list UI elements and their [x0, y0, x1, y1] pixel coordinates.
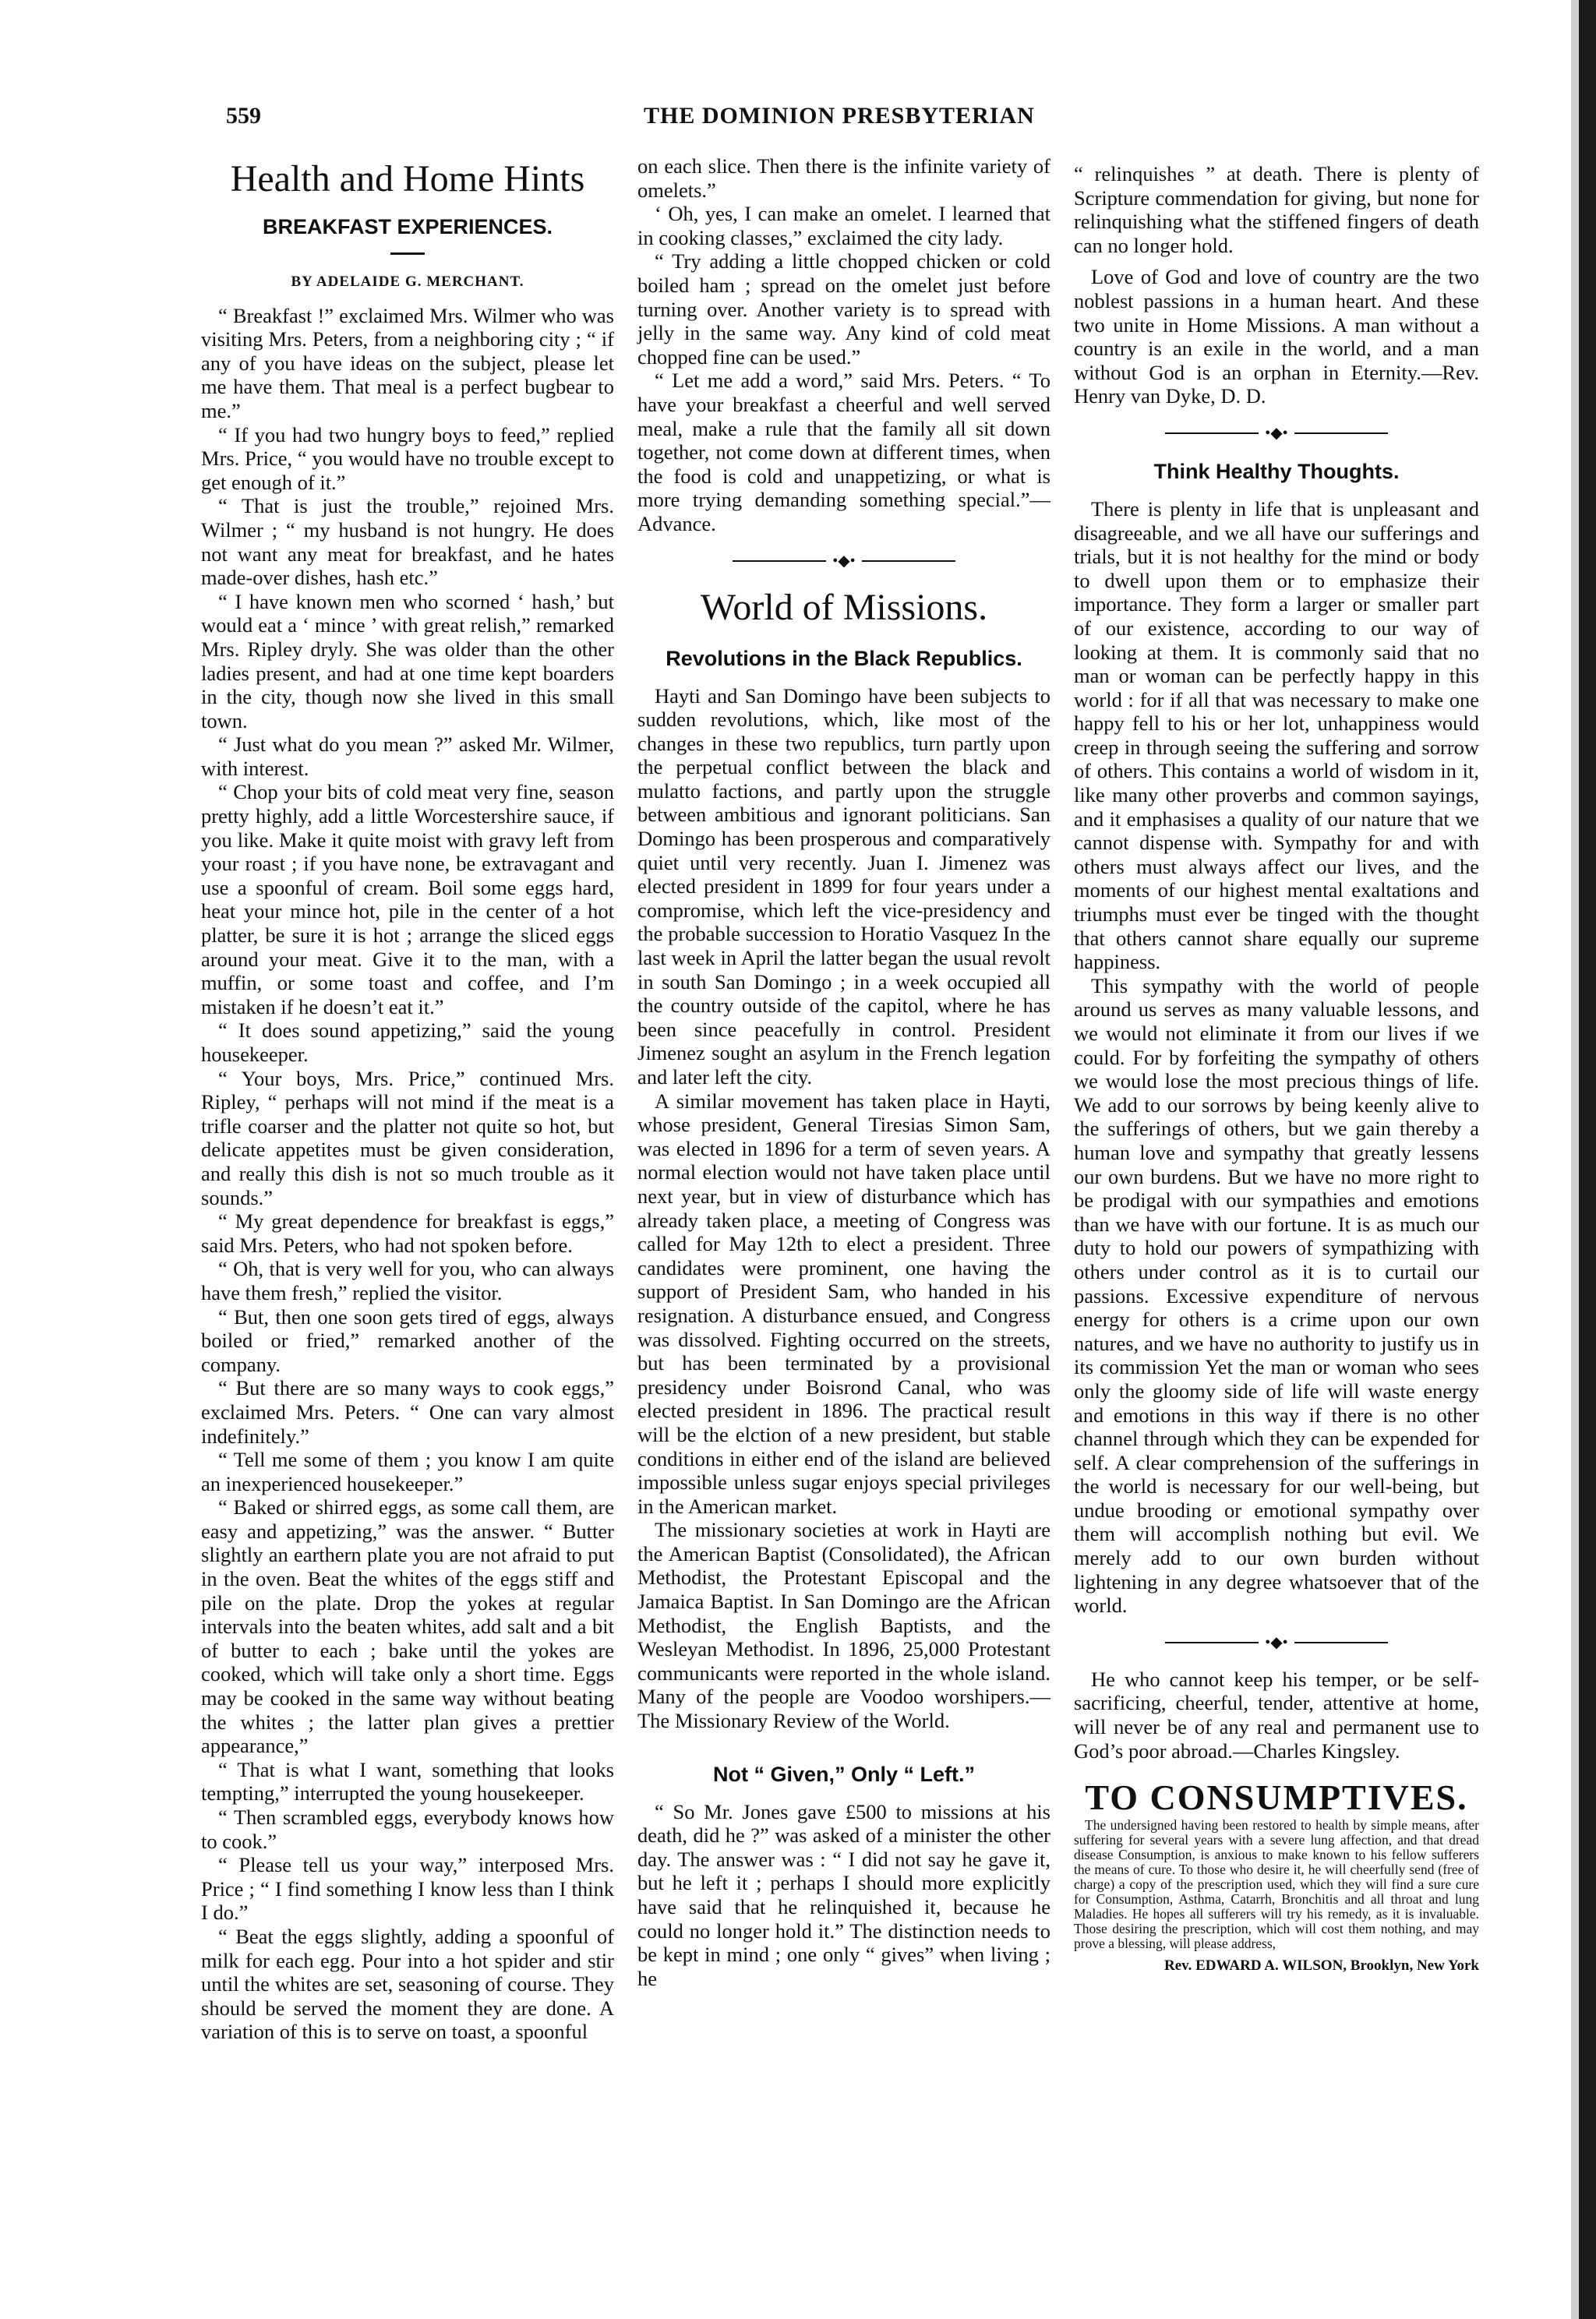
- paragraph: The missionary societies at work in Hayti are the American Baptist (Consolidated), the African Methodist, the Protestant Episcopal and the Jamaica Baptist. In San Domingo are the African Methodist, the English Baptists, and the Wesleyan Methodist. In 1896, 25,000 Protestant communicants were reported in the whole island. Many of the people are Voodoo worshipers.—The Missionary Review of the World.: [637, 1518, 1050, 1733]
- paragraph: “ Chop your bits of cold meat very fine, season pretty highly, add a little Worcestershire sauce, if you like. Make it quite moist with gravy left from your roast ; if you have none, be extravagant and use a spoonful of cream. Boil some eggs hard, heat your mince hot, pile in the center of a hot platter, be sure it is hot ; arrange the sliced eggs around your meat. Give it to the man, with a muffin, or some toast and coffee, and I’m mistaken if he doesn’t eat it.”: [201, 780, 614, 1018]
- page-edge: [1579, 0, 1596, 2319]
- paragraph: “ It does sound appetizing,” said the young housekeeper.: [201, 1018, 614, 1066]
- section-divider: •◆•: [1074, 425, 1479, 441]
- paragraph: This sympathy with the world of people around us serves as many valuable lessons, and we would not eliminate it from our lives if we could. For by forfeiting the sympathy of others we would lose the most precious things of life. We add to our sorrows by being keenly alive to the sufferings of others, but we gain thereby a human love and sympathy that greatly lessens our own burdens. But we have no more right to be prodigal with our sympathies and emotions than we have with our fortune. It is as much our duty to hold our powers of sympathizing with others under control as it is to curtail our passions. Excessive expenditure of nervous energy for others is a crime upon our own natures, and we have no authority to justify us in its commission Yet the man or woman who sees only the gloomy side of life will waste energy and emotions in this way if there is no other channel through which they can be expended for self. A clear comprehension of the sufferings in the world is necessary for our well-being, but undue brooding or emotional sympathy over them will accomplish nothing but evil. We merely add to our own burden without lightening in any degree whatsoever that of the world.: [1074, 973, 1479, 1618]
- column-2: [637, 154, 1050, 1990]
- section-divider: •◆•: [1074, 1635, 1479, 1650]
- paragraph: “ I have known men who scorned ‘ hash,’ but would eat a ‘ mince ’ with great relish,” remarked Mrs. Ripley dryly. She was older than the other ladies present, and had at one time kept boarders in the city, though now she lived in this small town.: [201, 589, 614, 732]
- paragraph: “ But, then one soon gets tired of eggs, always boiled or fried,” remarked another of the company.: [201, 1304, 614, 1376]
- ad-signature: Rev. EDWARD A. WILSON, Brooklyn, New York: [1164, 1957, 1479, 1974]
- paragraph: A similar movement has taken place in Hayti, whose president, General Tiresias Simon Sam, was elected in 1896 for a term of seven years. A normal election would not have taken place until next year, but in view of disturbance which has already taken place, a meeting of Congress was called for May 12th to elect a president. Three candidates were prominent, one having the support of President Sam, who handed in his resignation. A disturbance ensued, and Congress was dissolved. Fighting occurred on the streets, but has been terminated by a provisional presidency under Boisrond Canal, who was elected president in 1896. The practical result will be the elction of a new president, but stable conditions in either end of the island are believed impossible unless sugar enjoys special privileges in the American market.: [637, 1089, 1050, 1518]
- kingsley-quote: He who cannot keep his temper, or be self-sacrificing, cheerful, tender, attentive at home, will never be of any real and permanent use to God’s poor abroad.—Charles Kingsley.: [1074, 1667, 1479, 1763]
- paragraph: “ Please tell us your way,” interposed Mrs. Price ; “ I find something I know less than I think I do.”: [201, 1853, 614, 1925]
- page-shadow: [1571, 0, 1579, 2319]
- paragraph: “ That is what I want, something that looks tempting,” interrupted the young housekeeper.: [201, 1757, 614, 1805]
- paragraph: “ Oh, that is very well for you, who can always have them fresh,” replied the visitor.: [201, 1257, 614, 1304]
- section-divider: •◆•: [637, 553, 1050, 569]
- paragraph: “ Breakfast !” exclaimed Mrs. Wilmer who was visiting Mrs. Peters, from a neighboring city ; “ if any of you have ideas on the subject, please let me have them. That meal is a perfect bugbear to me.”: [201, 303, 614, 422]
- missions-title: World of Missions.: [700, 586, 988, 628]
- paragraph: “ That is just the trouble,” rejoined Mrs. Wilmer ; “ my husband is not hungry. He does not want any meat for breakfast, and he hates made-over dishes, hash etc.”: [201, 494, 614, 590]
- page-number: 559: [226, 103, 261, 129]
- paragraph: “ Then scrambled eggs, everybody knows how to cook.”: [201, 1805, 614, 1853]
- paragraph: “ Your boys, Mrs. Price,” continued Mrs. Ripley, “ perhaps will not mind if the meat is a trifle coarser and the platter not quite so hot, but delicate appetites must be given consideration, and really this dish is not so much trouble as it sounds.”: [201, 1066, 614, 1209]
- not-given-title: Not “ Given,” Only “ Left.”: [712, 1762, 976, 1786]
- column-3: [1074, 162, 1479, 1978]
- paragraph: “ If you had two hungry boys to feed,” replied Mrs. Price, “ you would have no trouble except to get enough of it.”: [201, 422, 614, 494]
- paragraph: on each slice. Then there is the infinite variety of omelets.”: [637, 154, 1050, 202]
- paragraph: “ relinquishes ” at death. There is plenty of Scripture commendation for giving, but none for relinquishing what the stiffened fingers of death can no longer hold.: [1074, 162, 1479, 257]
- breakfast-subtitle: BREAKFAST EXPERIENCES.: [262, 215, 553, 238]
- van-dyke-quote: Love of God and love of country are the two noblest passions in a human heart. And these two unite in Home Missions. A man without a country is an exile in the world, and a man without God is an orphan in Eternity.—Rev. Henry van Dyke, D. D.: [1074, 265, 1479, 408]
- paragraph: “ My great dependence for breakfast is eggs,” said Mrs. Peters, who had not spoken before.: [201, 1209, 614, 1257]
- publication-title: THE DOMINION PRESBYTERIAN: [644, 103, 1035, 129]
- paragraph: “ But there are so many ways to cook eggs,” exclaimed Mrs. Peters. “ One can vary almost indefinitely.”: [201, 1376, 614, 1448]
- paragraph: “ Baked or shirred eggs, as some call them, are easy and appetizing,” was the answer. “ Butter slightly an earthern plate you are not afraid to put in the oven. Beat the whites of the eggs stiff and pile on the plate. Drop the yokes at regular intervals into the beaten whites, add salt and a bit of butter to each ; bake until the yokes are cooked, which will take only a short time. Eggs may be cooked in the same way without beating the whites ; the latter plan gives a prettier appearance,”: [201, 1495, 614, 1758]
- ad-title: TO CONSUMPTIVES.: [1085, 1777, 1468, 1818]
- paragraph: “ Just what do you mean ?” asked Mr. Wilmer, with interest.: [201, 732, 614, 780]
- byline: BY ADELAIDE G. MERCHANT.: [291, 274, 524, 290]
- health-title: Health and Home Hints: [230, 158, 585, 199]
- paragraph: There is plenty in life that is unpleasant and disagreeable, and we all have our sufferings and trials, but it is not healthy for the mind or body to dwell upon them or to emphasize their importance. They form a larger or smaller part of our existence, according to our way of looking at them. It is commonly said that no man or woman can be perfectly happy in this world : for if all that was necessary to make one happy fell to his or her lot, unhappiness would creep in through seeing the suffering and sorrow of others. This contains a world of wisdom in it, like many other proverbs and common sayings, and it emphasises a quality of our nature that we cannot dispense with. Sympathy for and with others must always affect our lives, and the moments of our highest mental exaltations and triumphs must ever be tinged with the thought that others cannot share equally our supreme happiness.: [1074, 496, 1479, 974]
- paragraph: “ Let me add a word,” said Mrs. Peters. “ To have your breakfast a cheerful and well served meal, make a rule that the family all sit down together, not come down at different times, when the food is cold and unappetizing, or what is more trying demanding something special.”—Advance.: [637, 369, 1050, 535]
- short-rule: [390, 252, 425, 255]
- column-1: [201, 154, 614, 2044]
- paragraph: “ So Mr. Jones gave £500 to missions at his death, did he ?” was asked of a minister the other day. The answer was : “ I did not say he gave it, but he left it ; perhaps I should more explicitly have said that he relinquished it, because he could no longer hold it.” The distinction needs to be kept in mind ; one only “ gives” when living ; he: [637, 1799, 1050, 1990]
- paragraph: “ Beat the eggs slightly, adding a spoonful of milk for each egg. Pour into a hot spider and stir until the whites are set, seasoning of course. They should be served the moment they are done. A variation of this is to serve on toast, a spoonful: [201, 1924, 614, 2044]
- paragraph: “ Tell me some of them ; you know I am quite an inexperienced housekeeper.”: [201, 1448, 614, 1495]
- paragraph: ‘ Oh, yes, I can make an omelet. I learned that in cooking classes,” exclaimed the city lady.: [637, 202, 1050, 249]
- paragraph: “ Try adding a little chopped chicken or cold boiled ham ; spread on the omelet just before turning over. Another variety is to spread with jelly in the same way. Any kind of cold meat chopped fine can be used.”: [637, 249, 1050, 369]
- paragraph: Hayti and San Domingo have been subjects to sudden revolutions, which, like most of the changes in these two republics, turn partly upon the perpetual conflict between the black and mulatto factions, and partly upon the struggle between ambitious and ignorant politicians. San Domingo has been prosperous and comparatively quiet until very recently. Juan I. Jimenez was elected president in 1899 for four years under a compromise, which left the vice-presidency and the probable succession to Horatio Vasquez In the last week in April the latter began the usual revolt in south San Domingo ; in a week occupied all the country outside of the capitol, where he has been since peacefully in control. President Jimenez sought an asylum in the French legation and later left the city.: [637, 683, 1050, 1089]
- healthy-title: Think Healthy Thoughts.: [1153, 459, 1400, 483]
- ad-body: The undersigned having been restored to health by simple means, after suffering for several years with a severe lung affection, and that dread disease Consumption, is anxious to make known to his fellow sufferers the means of cure. To those who desire it, he will cheerfully send (free of charge) a copy of the prescription used, which they will find a sure cure for Consumption, Asthma, Catarrh, Bronchitis and all throat and lung Maladies. He hopes all sufferers will try his remedy, as it is invaluable. Those desiring the prescription, which will cost them nothing, and may prove a blessing, will please address,: [1074, 1816, 1479, 1951]
- missions-subtitle: Revolutions in the Black Republics.: [666, 646, 1022, 670]
